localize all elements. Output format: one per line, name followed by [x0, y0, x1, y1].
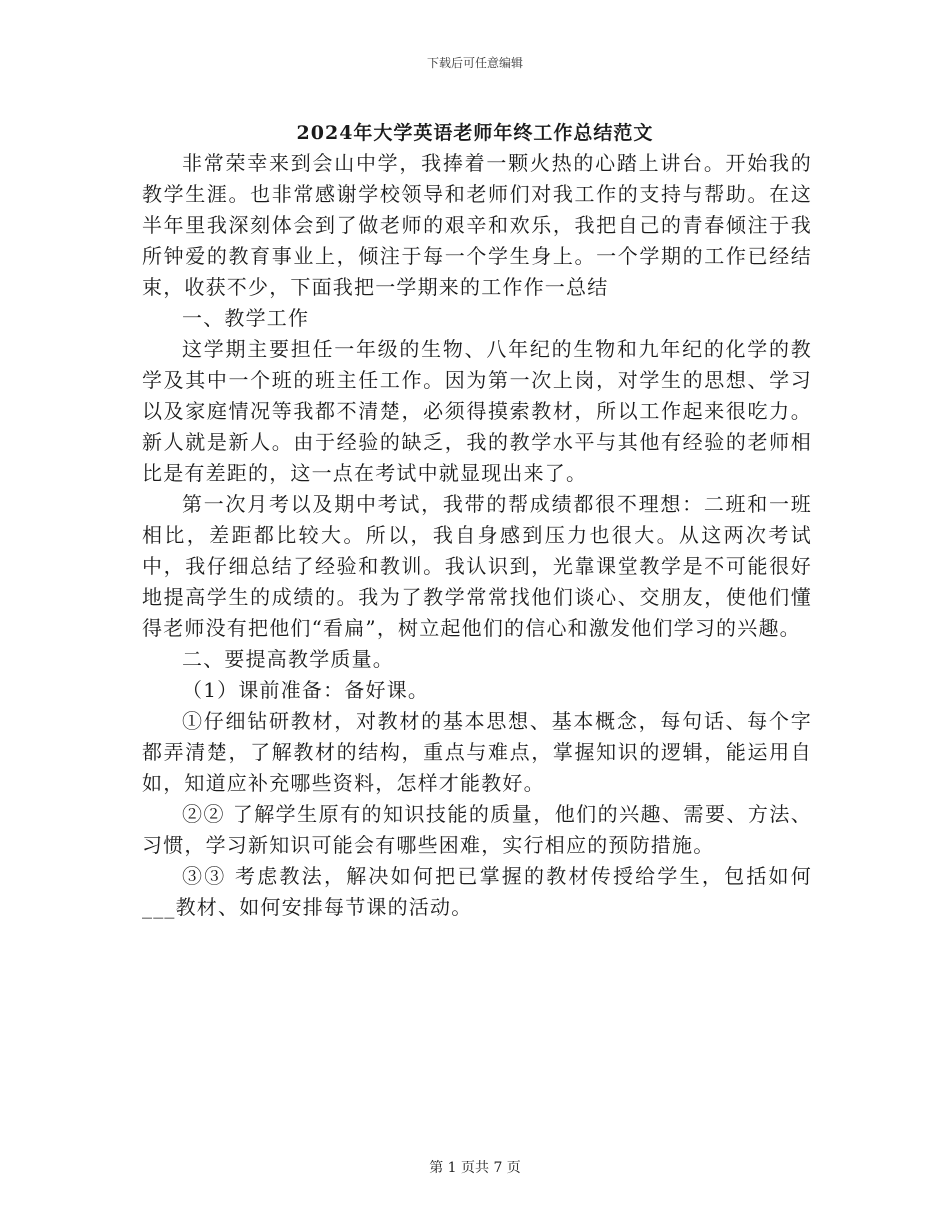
subheading-preparation: （1）课前准备：备好课。 [182, 678, 430, 702]
list-item-1: ①仔细钻研教材，对教材的基本思想、基本概念，每句话、每个字都弄清楚，了解教材的结构，重点与难点，掌握知识的逻辑，能运用自如，知道应补充哪些资料，怎样才能教好。 [142, 709, 812, 795]
page-header-note: 下载后可任意编辑 [426, 56, 523, 70]
paragraph-exams: 第一次月考以及期中考试，我带的帮成绩都很不理想：二班和一班相比，差距都比较大。所以，我自身感到压力也很大。从这两次考试中，我仔细总结了经验和教训。我认识到，光靠课堂教学是不可能很好地提高学生的成绩的。我为了教学常常找他们谈心、交朋友，使他们懂得老师没有把他们“看扁”，树立起他们的信心和激发他们学习的兴趣。 [142, 492, 812, 640]
list-item-3: ③③ 考虑教法，解决如何把已掌握的教材传授给学生，包括如何___教材、如何安排每节课的活动。 [142, 864, 812, 919]
section-heading-teaching-work: 一、教学工作 [182, 306, 310, 330]
page-number-footer: 第 1 页共 7 页 [429, 1160, 521, 1176]
document-title: 2024年大学英语老师年终工作总结范文 [296, 122, 654, 144]
paragraph-intro: 非常荣幸来到会山中学，我捧着一颗火热的心踏上讲台。开始我的教学生涯。也非常感谢学校领导和老师们对我工作的支持与帮助。在这半年里我深刻体会到了做老师的艰辛和欢乐，我把自己的青春倾注于我所钟爱的教育事业上，倾注于每一个学生身上。一个学期的工作已经结束，收获不少，下面我把一学期来的工作作一总结 [142, 151, 812, 299]
paragraph-teaching-work: 这学期主要担任一年级的生物、八年纪的生物和九年纪的化学的教学及其中一个班的班主任工作。因为第一次上岗，对学生的思想、学习以及家庭情况等我都不清楚，必须得摸索教材，所以工作起来很吃力。新人就是新人。由于经验的缺乏，我的教学水平与其他有经验的老师相比是有差距的，这一点在考试中就显现出来了。 [142, 337, 812, 485]
section-heading-quality: 二、要提高教学质量。 [182, 647, 394, 671]
document-body [142, 148, 812, 923]
list-item-2: ②② 了解学生原有的知识技能的质量，他们的兴趣、需要、方法、习惯，学习新知识可能会有哪些困难，实行相应的预防措施。 [142, 802, 812, 857]
